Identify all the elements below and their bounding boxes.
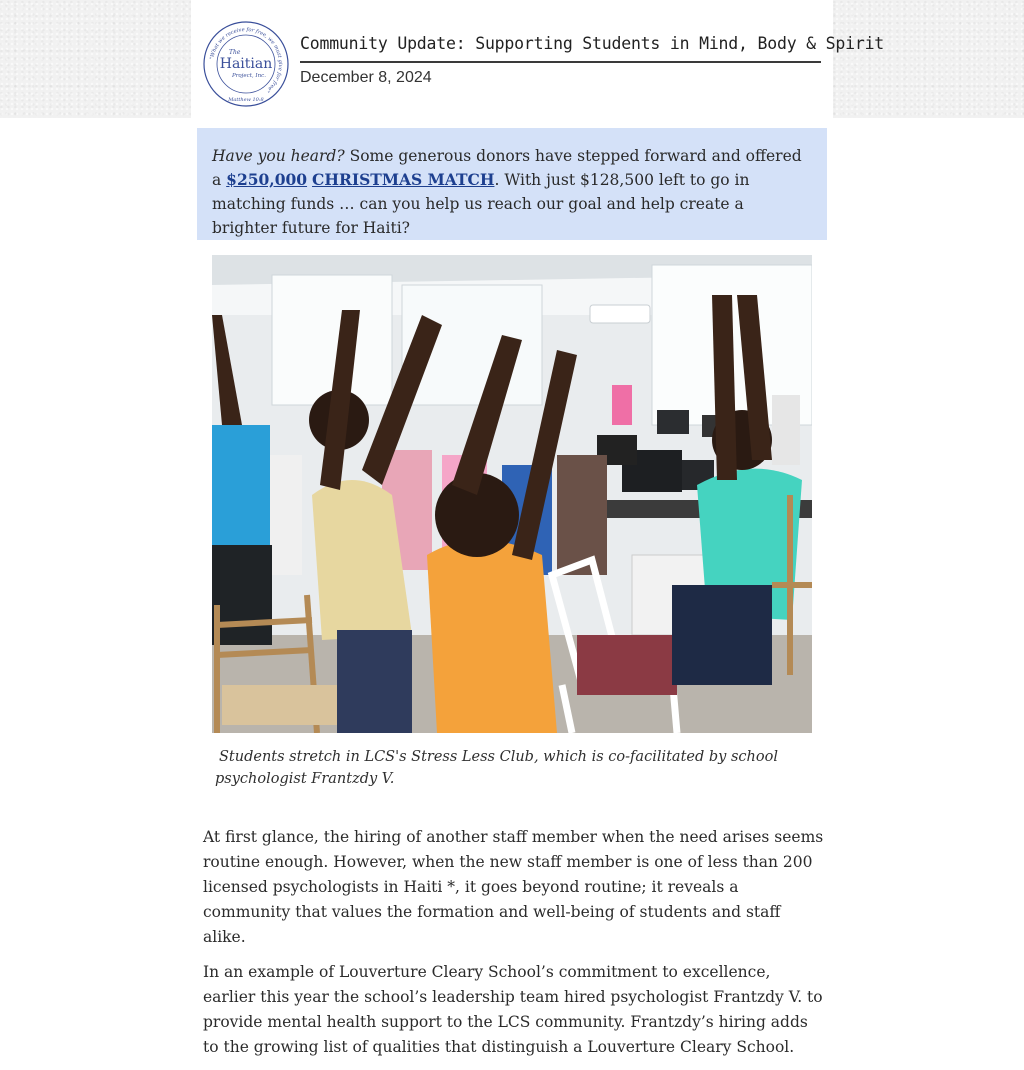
seal-suffix: Project, Inc. [232, 73, 266, 79]
seal-the: The [229, 49, 241, 56]
seal-name: Haitian [219, 56, 273, 72]
callout-text-2: . With just $128,500 left to go in matching funds … can you help us reach our goal and help create a brighter future for Haiti? [212, 171, 750, 237]
donation-amount-link[interactable]: $250,000 [226, 170, 308, 189]
haitian-project-logo[interactable] [203, 21, 289, 107]
seal-verse: Matthew 10:8 [228, 97, 264, 103]
article-paragraph: At first glance, the hiring of another staff member when the need arises seems routine enough. However, when the new staff member is one of less than 200 licensed psychologists in Haiti *, it goes beyond routine; it reveals a community that values the formation and well-being of students and staff alike. [203, 828, 824, 946]
newsletter-container [191, 0, 885, 1056]
publish-date: December 8, 2024 [300, 69, 432, 86]
callout-lead: Have you heard? [212, 147, 345, 165]
article-body [203, 825, 827, 1070]
newsletter-header [191, 0, 885, 118]
photo-caption: Students stretch in LCS's Stress Less Club, which is co-facilitated by school psychologist Frantzdy V. [215, 749, 778, 787]
page-title: Community Update: Supporting Students in Mind, Body & Spirit [300, 34, 821, 63]
article-paragraph: In an example of Louverture Cleary School’s commitment to excellence, earlier this year the school’s leadership team hired psychologist Frantzdy V. to provide mental health support to the LCS community. Frantzdy’s hiring adds to the growing list of qualities that distinguish a Louverture Cleary School. [203, 963, 823, 1056]
classroom-students-stretching-photo [212, 255, 812, 733]
callout-text-1: Some generous donors have stepped forward and offered a [212, 147, 802, 189]
christmas-match-link[interactable]: CHRISTMAS MATCH [312, 170, 495, 189]
seal-motto: "What we receive for free, we must give for free" [209, 26, 284, 94]
matching-gift-callout [197, 128, 827, 240]
